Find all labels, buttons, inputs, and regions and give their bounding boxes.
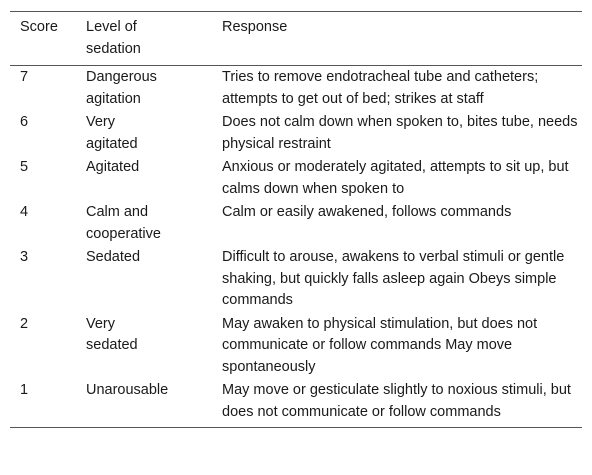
cell-level bbox=[76, 246, 212, 313]
cell-level bbox=[76, 111, 212, 156]
cell-level bbox=[76, 313, 212, 380]
header-response: Response bbox=[222, 19, 288, 35]
table-row bbox=[10, 201, 582, 246]
cell-level-text: Very sedated bbox=[86, 315, 138, 353]
cell-score: 4 bbox=[20, 204, 29, 220]
cell-response: Tries to remove endotracheal tube and catheters; attempts to get out of bed; strikes at staff bbox=[222, 69, 539, 107]
cell-response: May move or gesticulate slightly to noxious stimuli, but does not communicate or follow commands bbox=[222, 382, 571, 420]
header-score: Score bbox=[20, 19, 58, 35]
table-row bbox=[10, 313, 582, 380]
cell-response: May awaken to physical stimulation, but does not communicate or follow commands May move spontaneously bbox=[222, 315, 538, 375]
cell-score: 2 bbox=[20, 315, 29, 332]
table-body bbox=[10, 66, 582, 428]
cell-score: 1 bbox=[20, 382, 29, 398]
cell-level-text: Agitated bbox=[86, 159, 140, 175]
table-row bbox=[10, 111, 582, 156]
cell-score: 3 bbox=[20, 249, 29, 265]
cell-level bbox=[76, 379, 212, 428]
sedation-scale-table-container bbox=[10, 11, 582, 428]
cell-score: 7 bbox=[20, 69, 29, 85]
sedation-scale-table bbox=[10, 11, 582, 428]
cell-response: Anxious or moderately agitated, attempts to sit up, but calms down when spoken to bbox=[222, 159, 569, 197]
table-row bbox=[10, 379, 582, 428]
cell-score: 6 bbox=[20, 114, 29, 130]
cell-level bbox=[76, 156, 212, 201]
table-row bbox=[10, 156, 582, 201]
cell-level-text: Unarousable bbox=[86, 382, 169, 398]
cell-response: Calm or easily awakened, follows commands bbox=[222, 204, 512, 220]
cell-level-text: Sedated bbox=[86, 249, 141, 265]
cell-response: Difficult to arouse, awakens to verbal stimuli or gentle shaking, but quickly falls asleep again Obeys simple commands bbox=[222, 249, 565, 308]
cell-level bbox=[76, 201, 212, 246]
table-row bbox=[10, 246, 582, 313]
cell-level-text: Very agitated bbox=[86, 114, 138, 152]
header-row bbox=[10, 12, 582, 66]
cell-response: Does not calm down when spoken to, bites tube, needs physical restraint bbox=[222, 114, 578, 152]
table-row bbox=[10, 66, 582, 112]
header-level-of-sedation bbox=[76, 12, 212, 66]
table-header bbox=[10, 12, 582, 66]
cell-level bbox=[76, 66, 212, 112]
cell-level-text: Calm and cooperative bbox=[86, 204, 161, 242]
header-level-text: Level of sedation bbox=[86, 19, 141, 57]
cell-level-text: Dangerous agitation bbox=[86, 69, 157, 107]
cell-score: 5 bbox=[20, 159, 29, 175]
